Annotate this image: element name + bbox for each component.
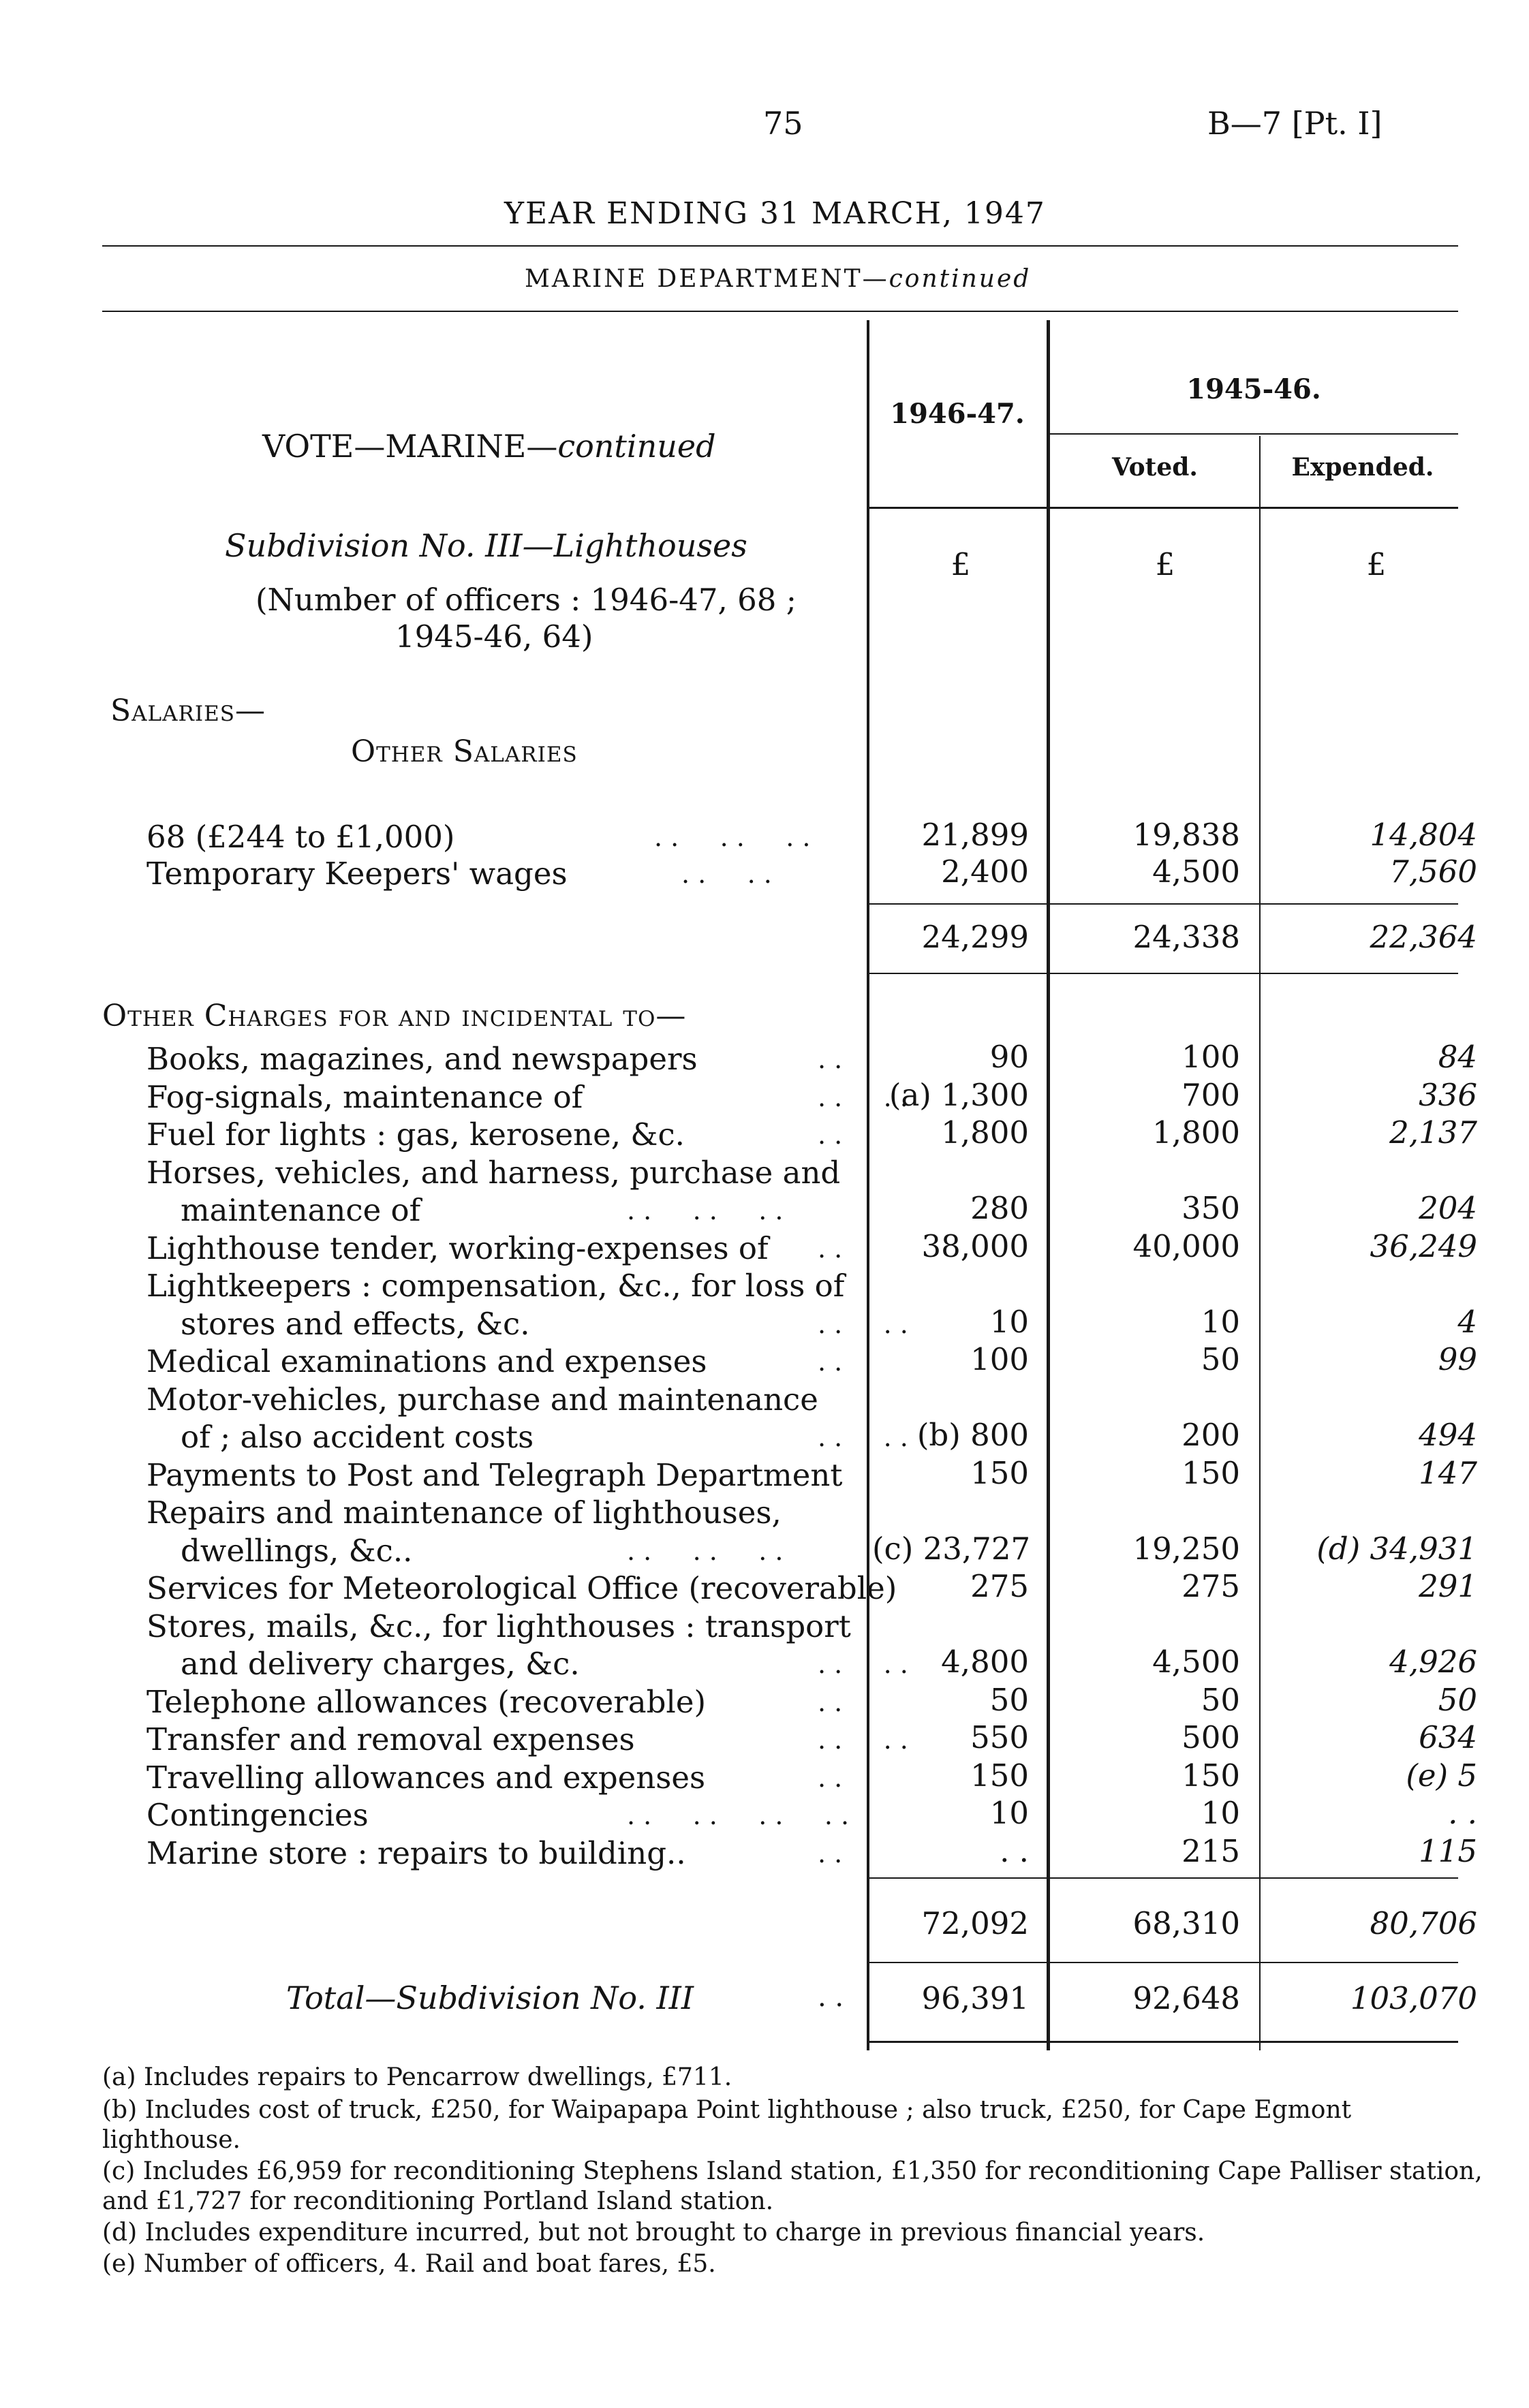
salaries-total-expended: 22,364 bbox=[1370, 919, 1477, 955]
salaries-subtotal-rule bbox=[869, 903, 1458, 905]
footnote-item: (b) Includes cost of truck, £250, for Waipapapa Point lighthouse ; also truck, £250, for Cape Egmont lighthouse. bbox=[102, 2096, 1352, 2154]
salary-row-expended: 7,560 bbox=[1389, 854, 1477, 890]
charge-row-label: maintenance of bbox=[181, 1192, 421, 1228]
charge-row-voted: 500 bbox=[1182, 1719, 1240, 1755]
charge-row-expended: 2,137 bbox=[1389, 1114, 1477, 1151]
charge-row-dots: . . . . bbox=[818, 1309, 908, 1339]
charge-row-dots: . . . . . . bbox=[627, 1195, 784, 1225]
charge-row-dots: . . bbox=[818, 1763, 843, 1793]
charge-row-1946-47: 100 bbox=[970, 1341, 1029, 1377]
footnote-item: (a) Includes repairs to Pencarrow dwellings, £711. bbox=[102, 2063, 732, 2091]
charges-total-expended: 80,706 bbox=[1370, 1905, 1477, 1941]
salary-row-voted: 19,838 bbox=[1132, 817, 1240, 853]
charge-row-label: Services for Meteorological Office (recoverable) bbox=[146, 1570, 897, 1606]
grand-total-voted: 92,648 bbox=[1132, 1980, 1240, 2016]
charge-row-dots: . . . . bbox=[818, 1725, 908, 1755]
charge-row-label: Fuel for lights : gas, kerosene, &c. bbox=[146, 1116, 685, 1153]
charge-row-voted: 700 bbox=[1182, 1077, 1240, 1113]
column-header-voted: Voted. bbox=[1112, 453, 1198, 482]
charge-row-voted: 150 bbox=[1182, 1455, 1240, 1491]
column-header-1945-46: 1945-46. bbox=[1186, 373, 1321, 405]
officers-line-1: (Number of officers : 1946-47, 68 ; bbox=[256, 582, 797, 618]
charge-row-label: dwellings, &c.. bbox=[181, 1533, 413, 1569]
charge-row-voted: 10 bbox=[1201, 1795, 1240, 1831]
salary-row-label: 68 (£244 to £1,000) bbox=[146, 819, 455, 855]
charge-row-label: and delivery charges, &c. bbox=[181, 1646, 580, 1682]
charge-row-1946-47: 4,800 bbox=[941, 1644, 1029, 1680]
salary-row-dots: . . . . bbox=[681, 859, 772, 889]
charge-row-voted: 215 bbox=[1182, 1833, 1240, 1869]
charges-total-1946-47: 72,092 bbox=[921, 1905, 1029, 1941]
charge-row-label: Stores, mails, &c., for lighthouses : transport bbox=[146, 1608, 851, 1644]
charge-row-1946-47: 550 bbox=[970, 1719, 1029, 1755]
charge-row-dots: . . bbox=[818, 1044, 843, 1074]
header-rule bbox=[102, 245, 1458, 247]
charge-row-1946-47: . . bbox=[1000, 1833, 1029, 1869]
charge-row-1946-47: (c) 23,727 bbox=[872, 1531, 1031, 1567]
salaries-subheading: Other Salaries bbox=[351, 734, 578, 769]
currency-voted: £ bbox=[1155, 546, 1175, 582]
charge-row-1946-47: 150 bbox=[970, 1757, 1029, 1794]
charge-row-1946-47: 38,000 bbox=[921, 1228, 1029, 1264]
salary-row-dots: . . . . . . bbox=[654, 822, 811, 852]
charge-row-expended: 204 bbox=[1419, 1190, 1477, 1226]
charge-row-label: Telephone allowances (recoverable) bbox=[146, 1684, 707, 1720]
charge-row-1946-47: (a) 1,300 bbox=[889, 1077, 1029, 1113]
column-divider-1 bbox=[867, 320, 869, 2050]
charge-row-expended: 4 bbox=[1457, 1304, 1477, 1340]
charge-row-1946-47: 90 bbox=[989, 1039, 1029, 1075]
charge-row-expended: 50 bbox=[1438, 1682, 1477, 1718]
page-number: 75 bbox=[763, 105, 803, 142]
subdivision-title: Subdivision No. III—Lighthouses bbox=[225, 527, 747, 564]
grand-total-rule bbox=[869, 2041, 1458, 2043]
charge-row-1946-47: 1,800 bbox=[941, 1114, 1029, 1151]
charge-row-1946-47: 10 bbox=[989, 1795, 1029, 1831]
vote-title bbox=[262, 428, 716, 465]
salary-row-expended: 14,804 bbox=[1370, 817, 1477, 853]
charge-row-label: Transfer and removal expenses bbox=[146, 1721, 635, 1757]
vote-title-main: VOTE—MARINE— bbox=[262, 428, 558, 465]
charge-row-expended: 336 bbox=[1419, 1077, 1477, 1113]
charge-row-label: Horses, vehicles, and harness, purchase and bbox=[146, 1155, 841, 1191]
charge-row-label: Books, magazines, and newspapers bbox=[146, 1041, 698, 1077]
salaries-heading: Salaries— bbox=[110, 693, 266, 728]
charge-row-label: Lightkeepers : compensation, &c., for loss of bbox=[146, 1268, 845, 1304]
charge-row-label: Payments to Post and Telegraph Department bbox=[146, 1457, 843, 1493]
footnote-item: (c) Includes £6,959 for reconditioning Stephens Island station, £1,350 for reconditioning Cape Palliser station, and £1,727 for reconditioning Portland Island station. bbox=[102, 2157, 1483, 2215]
footnote-item: (d) Includes expenditure incurred, but not brought to charge in previous financial years. bbox=[102, 2219, 1205, 2247]
charge-row-dots: . . . . . . bbox=[627, 1536, 784, 1566]
department-suffix: continued bbox=[889, 265, 1032, 293]
grand-total-label: Total—Subdivision No. III bbox=[286, 1980, 694, 2016]
charge-row-label: Repairs and maintenance of lighthouses, bbox=[146, 1495, 782, 1531]
charge-row-label: of ; also accident costs bbox=[181, 1419, 534, 1455]
charge-row-1946-47: 10 bbox=[989, 1304, 1029, 1340]
charge-row-expended: 84 bbox=[1438, 1039, 1477, 1075]
charge-row-voted: 40,000 bbox=[1132, 1228, 1240, 1264]
charges-total-rule bbox=[869, 1962, 1458, 1963]
charge-row-expended: 4,926 bbox=[1389, 1644, 1477, 1680]
charge-row-1946-47: 50 bbox=[989, 1682, 1029, 1718]
grand-total-expended: 103,070 bbox=[1350, 1980, 1477, 2016]
charge-row-dots: . . . . . . . . bbox=[627, 1800, 850, 1830]
charge-row-label: Fog-signals, maintenance of bbox=[146, 1079, 583, 1115]
currency-1946-47: £ bbox=[951, 546, 971, 582]
column-header-rule bbox=[869, 507, 1458, 509]
charge-row-expended: 36,249 bbox=[1370, 1228, 1477, 1264]
charge-row-voted: 19,250 bbox=[1132, 1531, 1240, 1567]
charge-row-label: Contingencies bbox=[146, 1797, 369, 1833]
department-name: MARINE DEPARTMENT— bbox=[525, 265, 889, 293]
vote-title-suffix: continued bbox=[557, 428, 716, 465]
charge-row-1946-47: 275 bbox=[970, 1568, 1029, 1604]
charge-row-dots: . . . . bbox=[818, 1082, 908, 1112]
charge-row-dots: . . . . bbox=[818, 1649, 908, 1679]
salary-row-1946-47: 21,899 bbox=[921, 817, 1029, 853]
salary-row-1946-47: 2,400 bbox=[941, 854, 1029, 890]
officers-line-2: 1945-46, 64) bbox=[395, 619, 593, 655]
salary-row-voted: 4,500 bbox=[1152, 854, 1240, 890]
charge-row-expended: 147 bbox=[1419, 1455, 1477, 1491]
charge-row-label: Motor-vehicles, purchase and maintenance bbox=[146, 1381, 818, 1418]
department-rule bbox=[102, 311, 1458, 312]
charge-row-expended: (e) 5 bbox=[1406, 1757, 1477, 1794]
charge-row-expended: (d) 34,931 bbox=[1316, 1531, 1477, 1567]
charge-row-expended: . . bbox=[1448, 1795, 1477, 1831]
charge-row-1946-47: (b) 800 bbox=[916, 1417, 1029, 1453]
column-divider-2 bbox=[1047, 320, 1050, 2050]
column-header-expended: Expended. bbox=[1291, 453, 1434, 482]
charge-row-label: Marine store : repairs to building.. bbox=[146, 1835, 686, 1871]
grand-total-dots: . . bbox=[818, 1982, 844, 2013]
charge-row-dots: . . bbox=[818, 1120, 843, 1150]
column-header-1946-47: 1946-47. bbox=[890, 398, 1025, 430]
group-header-rule bbox=[1049, 433, 1458, 435]
charge-row-label: Lighthouse tender, working-expenses of bbox=[146, 1230, 769, 1266]
charge-row-1946-47: 280 bbox=[970, 1190, 1029, 1226]
document-reference: B—7 [Pt. I] bbox=[1207, 105, 1383, 142]
charge-row-1946-47: 150 bbox=[970, 1455, 1029, 1491]
salaries-total-1946-47: 24,299 bbox=[921, 919, 1029, 955]
charge-row-label: stores and effects, &c. bbox=[181, 1306, 530, 1342]
charges-subtotal-rule bbox=[869, 1877, 1458, 1879]
salaries-total-rule bbox=[869, 973, 1458, 974]
charge-row-expended: 115 bbox=[1419, 1833, 1477, 1869]
charge-row-dots: . . bbox=[818, 1347, 843, 1377]
currency-expended: £ bbox=[1366, 546, 1387, 582]
charge-row-voted: 275 bbox=[1182, 1568, 1240, 1604]
charge-row-voted: 200 bbox=[1182, 1417, 1240, 1453]
charge-row-voted: 50 bbox=[1201, 1341, 1240, 1377]
charge-row-expended: 291 bbox=[1419, 1568, 1477, 1604]
salary-row-label: Temporary Keepers' wages bbox=[146, 856, 568, 892]
charge-row-voted: 50 bbox=[1201, 1682, 1240, 1718]
charge-row-label: Travelling allowances and expenses bbox=[146, 1760, 706, 1796]
charge-row-dots: . . bbox=[818, 1839, 843, 1868]
grand-total-1946-47: 96,391 bbox=[921, 1980, 1029, 2016]
charge-row-dots: . . bbox=[818, 1234, 843, 1264]
charge-row-voted: 150 bbox=[1182, 1757, 1240, 1794]
charge-row-voted: 10 bbox=[1201, 1304, 1240, 1340]
page-title: YEAR ENDING 31 MARCH, 1947 bbox=[504, 196, 1046, 231]
charge-row-voted: 350 bbox=[1182, 1190, 1240, 1226]
charge-row-voted: 1,800 bbox=[1152, 1114, 1240, 1151]
other-charges-heading: Other Charges for and incidental to— bbox=[102, 999, 687, 1033]
charge-row-voted: 4,500 bbox=[1152, 1644, 1240, 1680]
charge-row-dots: . . bbox=[818, 1687, 843, 1717]
charge-row-expended: 99 bbox=[1438, 1341, 1477, 1377]
salaries-total-voted: 24,338 bbox=[1132, 919, 1240, 955]
charge-row-expended: 494 bbox=[1419, 1417, 1477, 1453]
charge-row-label: Medical examinations and expenses bbox=[146, 1343, 707, 1379]
charge-row-voted: 100 bbox=[1182, 1039, 1240, 1075]
department-heading bbox=[525, 267, 1031, 292]
footnote-item: (e) Number of officers, 4. Rail and boat fares, £5. bbox=[102, 2250, 716, 2278]
charges-total-voted: 68,310 bbox=[1132, 1905, 1240, 1941]
charge-row-expended: 634 bbox=[1419, 1719, 1477, 1755]
charge-row-dots: . . . . bbox=[818, 1422, 908, 1452]
